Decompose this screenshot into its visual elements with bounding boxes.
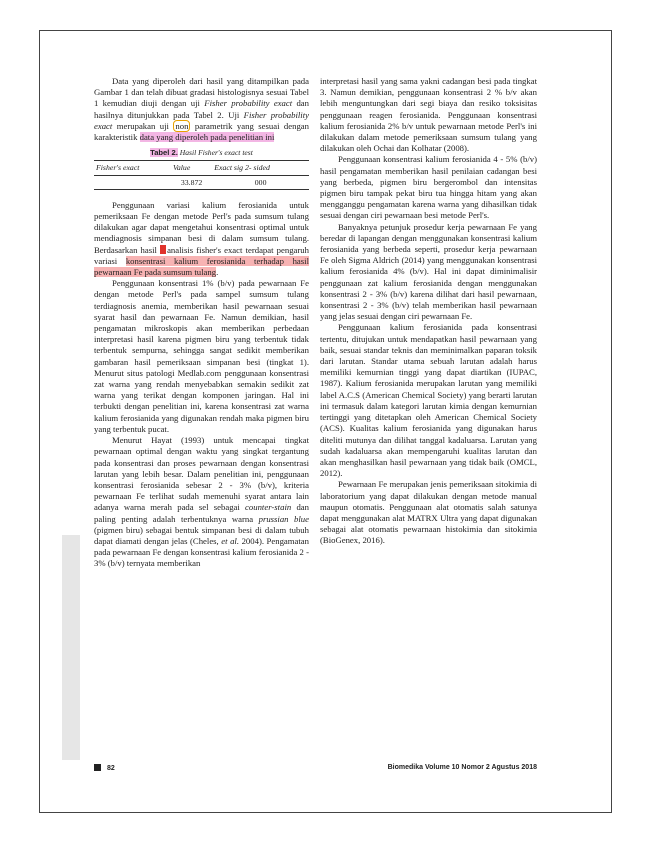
left-column: [94, 76, 309, 570]
table-cell: 33.872: [171, 175, 212, 189]
table-caption: Tabel 2. Hasil Fisher's exact test: [150, 148, 253, 158]
highlight: data yang diperoleh pada penelitian ini: [139, 132, 275, 143]
right-column: [320, 76, 537, 547]
table-header: Fisher's exact: [94, 161, 171, 175]
journal-name: Biomedika Volume 10 Nomor 2 Agustus 2018: [387, 764, 537, 771]
paragraph: Penggunaan konsentrasi 1% (b/v) pada pewarnaan Fe dengan metode Perl's pada sampel sumsum tulang terdiagnosis anemia, memberikan hasil pewarnaan sesuai syarat hasil dan pewarnaan Fe. Namun demikian, hasil pengamatan mikroskopis akan memberikan perbedaan interpretasi hasil karena pigmen biru yang terbentuk tidak terbentuk sempurna, sehingga sangat sedikit memberikan gambaran hasil pemeriksaan simpanan besi (tingkat 1). Menurut situs patologi Medlab.com penggunaan konsentrasi zat warna yang rendah menyebabkan semakin sedikit zat warna yang terikat dengan komponen jaringan. Hal ini terbukti dengan penelitian ini, karena konsentrasi zat warna kalium ferosianida yang digunakan rendah maka pigmen biru yang terbentuk pucat.: [94, 278, 309, 434]
margin-shade: [62, 535, 80, 760]
page-number: 82: [107, 765, 115, 772]
table-header: Value: [171, 161, 212, 175]
paragraph: Banyaknya petunjuk prosedur kerja pewarnaan Fe yang beredar di lapangan dengan menggunakan konsentrasi kalium ferosianida yang berbeda seperti, prosedur kerja pewarnaan Fe oleh Sigma Aldrich (2014) yang menggunakan konsentrasi kalium ferosianida 4% (b/v). Hal ini dapat diminimalisir penggunaan zat kalium ferosianida dengan menggunakan konsentrasi 2 - 3% (b/v) karena dilihat dari hasil pewarnaan, konsentrasi 2 - 3% (b/v) telah memberikan hasil pewarnaan yang jelas sesuai dengan ciri pewarnaan Fe.: [320, 221, 537, 322]
paragraph: Menurut Hayat (1993) untuk mencapai tingkat pewarnaan optimal dengan waktu yang singkat tergantung pada konsentrasi dan proses pewarnaan dengan konsentrasi larutan yang lebih besar. Dalam penelitian ini, penggunaan konsentrasi ferosianida sebesar 2 - 3% (b/v), kriteria pewarnaan Fe terlihat sudah memenuhi syarat antara lain adanya warna merah pada sel sebagai counter-stain dan paling penting adalah terbentuknya warna prussian blue (pigmen biru) sebagai bentuk simpanan besi di dalam tubuh dapat diamati dengan jelas (Cheles, et al. 2004). Pengamatan pada pewarnaan Fe dengan konsentrasi kalium ferosianida 2 - 3% (b/v) ternyata memberikan: [94, 435, 310, 569]
paragraph: Pewarnaan Fe merupakan jenis pemeriksaan sitokimia di laboratorium yang dapat dilakukan dengan metode manual maupun otomatis. Penggunaan alat otomatis salah satunya dapat menggunakan alat MATRX Ultra yang dapat digunakan sebagai alat otomatis pewarnaan histokimia dan sitokimia (BioGenex, 2016).: [320, 479, 537, 546]
circled-annotation: non: [175, 120, 189, 131]
footer-square-icon: [94, 764, 101, 771]
comment-marker-icon[interactable]: [160, 245, 166, 254]
table-header: Exact sig 2- sided: [212, 161, 309, 175]
table-cell: 000: [212, 175, 309, 189]
highlight: konsentrasi kalium ferosianida terhadap hasil pewarnaan Fe pada sumsum tulang: [94, 255, 309, 278]
paragraph: Data yang diperoleh dari hasil yang ditampilkan pada Gambar 1 dan telah dibuat gradasi histologisnya sesuai Tabel 1 kemudian diuji dengan uji Fisher probability exact dan hasilnya ditunjukkan pada Tabel 2. Uji Fisher probability exact merupakan uji non parametrik yang sesuai dengan karakteristik data yang diperoleh pada penelitian ini: [94, 76, 310, 143]
paragraph: Penggunaan kalium ferosianida pada konsentrasi tertentu, ditujukan untuk mendapatkan hasil pewarnaan yang baik, sesuai standar teknis dan meminimalkan paparan toksik dari larutan. Standar utama sebuah larutan adalah harus memiliki kemurnian tinggi yang dapat diartikan (IUPAC, 1987). Kalium ferosianida merupakan larutan yang memiliki label A.C.S (American Chemical Society) yang berarti larutan ini termasuk dalam kategori larutan kimia dengan kemurnian tertinggi yang ditetapkan oleh American Chemical Society (ACS). Kualitas kalium ferosianida yang digunakan harus diteliti mutunya dan dilihat tanggal kadaluarsa. Larutan yang sudah kadaluarsa akan mempengaruhi kualitas larutan dan akan menghasilkan hasil pewarnaan yang tidak baik (OMCL, 2012).: [320, 322, 537, 479]
paragraph: Penggunaan variasi kalium ferosianida untuk pemeriksaan Fe dengan metode Perl's pada sumsum tulang dilakukan agar dapat mengetahui konsentrasi optimal untuk mendiagnosis simpanan besi di dalam sumsum tulang. Berdasarkan hasil analisis fisher's exact terdapat pengaruh variasi konsentrasi kalium ferosianida terhadap hasil pewarnaan Fe pada sumsum tulang.: [94, 199, 309, 278]
page-footer: [94, 764, 537, 772]
paragraph: Penggunaan konsentrasi kalium ferosianida 4 - 5% (b/v) hasil pengamatan memberikan hasil penilaian cadangan besi yang berbeda, pigmen biru bergerombol dan intensitas pigmen biru tampak pekat biru tua hingga hitam yang akan mengganggu pengamatan karena warna yang dihasilkan tidak sesuai dengan ciri pewarnaan besi metode Perl's.: [320, 154, 537, 221]
results-table: [94, 147, 309, 190]
paragraph: interpretasi hasil yang sama yakni cadangan besi pada tingkat 3. Namun demikian, penggunaan konsentrasi 2 % b/v akan lebih menguntungkan dari segi biaya dan resiko toksisitas penggunaan reagen ferosianida. Penggunaan konsentrasi kalium ferosianida 2% b/v untuk pewarnaan metode Perl's ini dilakukan dalam metode pemeriksaan sumsum tulang yang dilakukan oleh Ochai dan Kolhatar (2008).: [320, 76, 537, 154]
table-cell: [94, 175, 171, 189]
